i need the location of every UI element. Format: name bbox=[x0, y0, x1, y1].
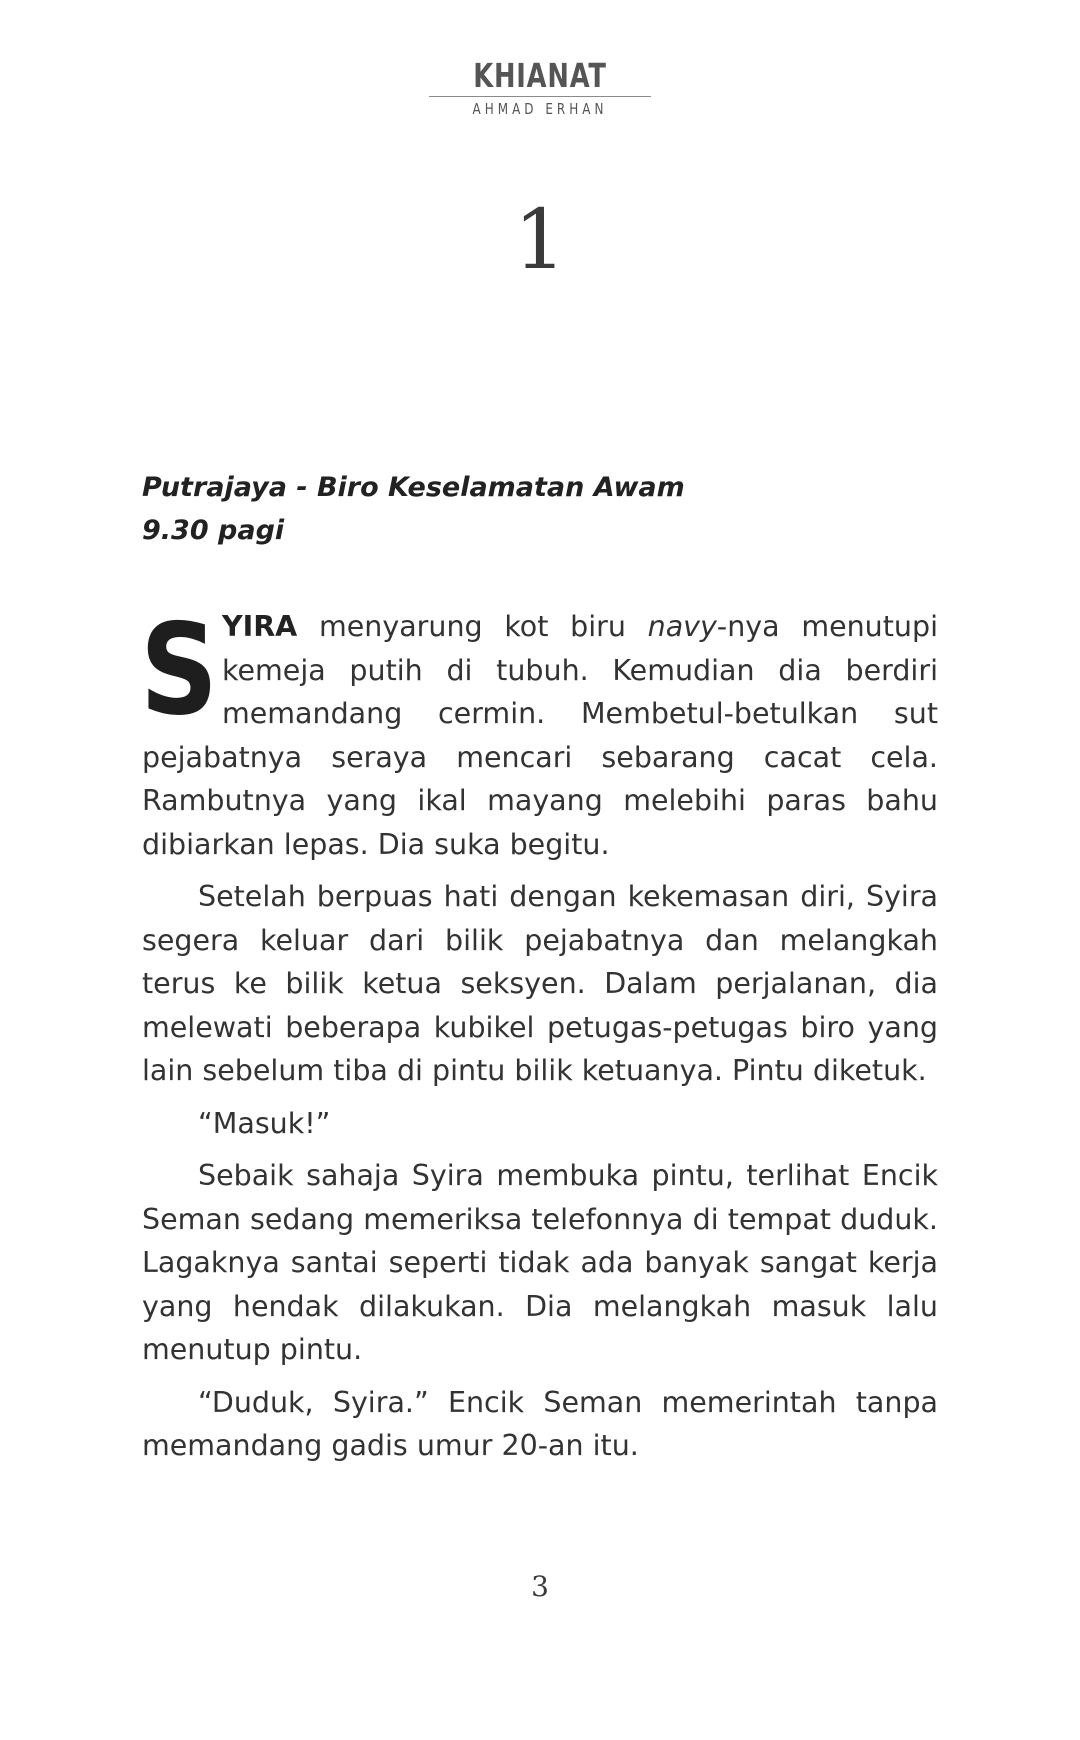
lead-word: YIRA bbox=[222, 610, 298, 643]
chapter-body bbox=[140, 596, 938, 1477]
paragraph-1-text-b: -nya menutupi kemeja putih di tubuh. Kemudian dia berdiri memandang cermin. Membetul-betulkan sut pejabatnya seraya mencari sebarang cacat cela. Rambutnya yang ikal mayang melebihi paras bahu dibiarkan lepas. Dia suka begitu. bbox=[142, 610, 938, 861]
book-title: KHIANAT bbox=[473, 56, 607, 95]
paragraph-2: Setelah berpuas hati dengan kekemasan diri, Syira segera keluar dari bilik pejabatnya dan melangkah terus ke bilik ketua seksyen. Dalam perjalanan, dia melewati beberapa kubikel petugas-petugas biro yang lain sebelum tiba di pintu bilik ketuanya. Pintu diketuk. bbox=[142, 880, 938, 1087]
paragraph-4: Sebaik sahaja Syira membuka pintu, terlihat Encik Seman sedang memeriksa telefonnya di tempat duduk. Lagaknya santai seperti tidak ada banyak sangat kerja yang hendak dilakukan. Dia melangkah masuk lalu menutup pintu. bbox=[142, 1159, 938, 1366]
paragraph-1-text-a: menyarung kot biru bbox=[297, 610, 648, 643]
scene-time: 9.30 pagi bbox=[142, 515, 285, 546]
scene-heading bbox=[142, 466, 685, 552]
scene-location: Putrajaya - Biro Keselamatan Awam bbox=[142, 472, 685, 503]
drop-cap-letter: S bbox=[140, 596, 219, 743]
paragraph-1-italic: navy bbox=[647, 610, 717, 643]
paragraph-3: “Masuk!” bbox=[198, 1106, 331, 1140]
paragraph-1 bbox=[140, 596, 938, 866]
paragraph-5: “Duduk, Syira.” Encik Seman memerintah tanpa memandang gadis umur 20-an itu. bbox=[142, 1385, 938, 1462]
author-name: AHMAD ERHAN bbox=[472, 100, 608, 118]
running-header bbox=[0, 58, 1080, 118]
page-number: 3 bbox=[531, 1570, 549, 1603]
chapter-number: 1 bbox=[513, 193, 567, 288]
header-divider bbox=[429, 96, 651, 97]
